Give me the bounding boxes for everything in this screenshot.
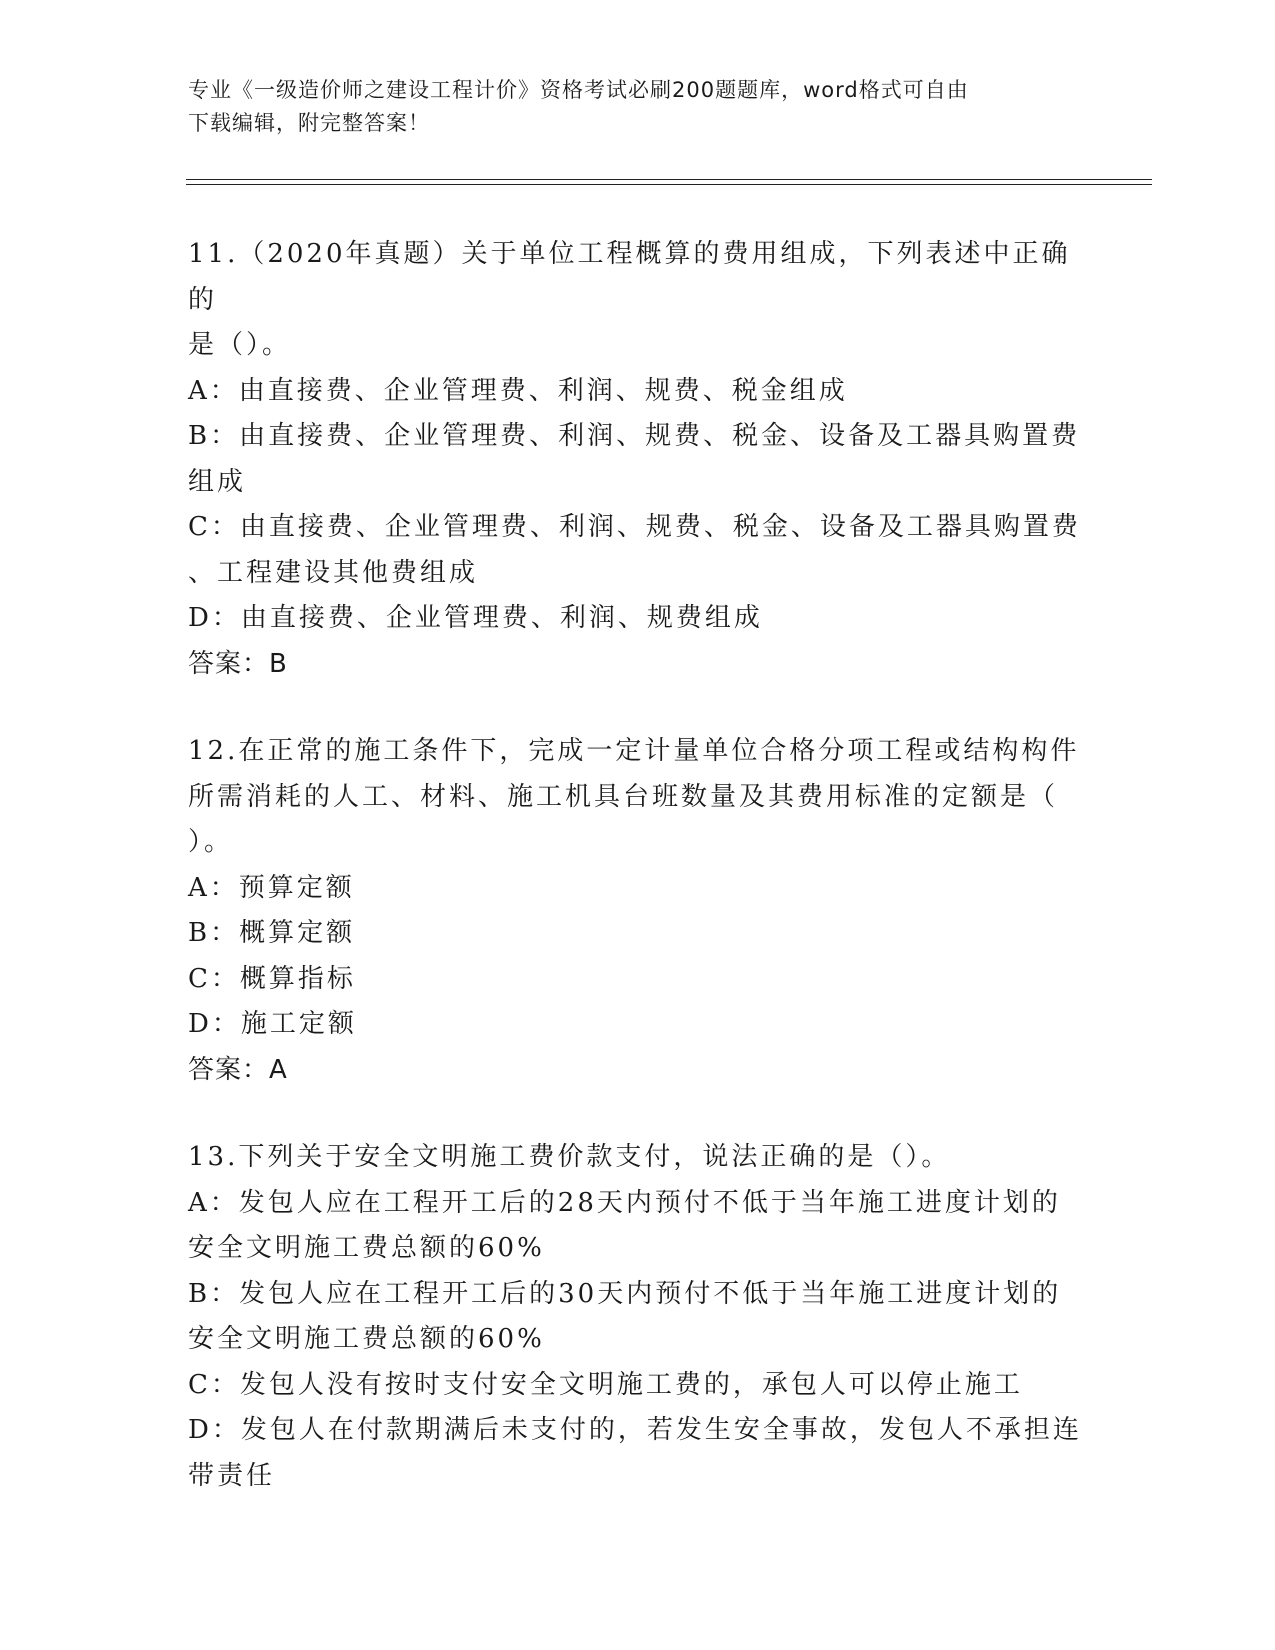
option-b-continued: 安全文明施工费总额的60% [188, 1324, 545, 1354]
question-text: 11.（2020年真题）关于单位工程概算的费用组成，下列表述中正确的 [188, 239, 1071, 315]
option-d: D：施工定额 [188, 1009, 357, 1039]
question-text: 13.下列关于安全文明施工费价款支付，说法正确的是（）。 [188, 1142, 951, 1172]
option-a: A：预算定额 [188, 872, 355, 903]
option-c: C：由直接费、企业管理费、利润、规费、税金、设备及工器具购置费 [188, 512, 1081, 542]
header-line-1: 专业《一级造价师之建设工程计价》资格考试必刷200题题库，word格式可自由 [188, 78, 969, 102]
option-a: A：发包人应在工程开工后的28天内预付不低于当年施工进度计划的 [188, 1187, 1061, 1218]
option-a: A：由直接费、企业管理费、利润、规费、税金组成 [188, 375, 848, 406]
option-d-continued: 带责任 [188, 1460, 276, 1491]
header-divider-bottom [186, 184, 1152, 185]
option-b-continued: 组成 [188, 466, 247, 497]
option-b: B：概算定额 [188, 918, 356, 948]
question-12 [188, 729, 1088, 1093]
answer: 答案：B [188, 648, 288, 679]
question-list [188, 232, 1088, 1541]
question-text: ）。 [188, 827, 234, 857]
header-divider-top [186, 179, 1152, 180]
option-d: D：发包人在付款期满后未支付的，若发生安全事故，发包人不承担连 [188, 1415, 1082, 1445]
option-c: C：发包人没有按时支付安全文明施工费的，承包人可以停止施工 [188, 1369, 1023, 1400]
option-d: D：由直接费、企业管理费、利润、规费组成 [188, 603, 763, 633]
question-text: 所需消耗的人工、材料、施工机具台班数量及其费用标准的定额是（ [188, 781, 1059, 812]
question-11 [188, 232, 1088, 687]
option-b: B：由直接费、企业管理费、利润、规费、税金、设备及工器具购置费 [188, 421, 1081, 451]
question-text: 是（）。 [188, 330, 292, 360]
answer: 答案：A [188, 1054, 288, 1085]
document-header [188, 74, 1068, 140]
option-c-continued: 、工程建设其他费组成 [188, 557, 479, 588]
option-c: C：概算指标 [188, 963, 356, 994]
question-text: 12.在正常的施工条件下，完成一定计量单位合格分项工程或结构构件 [188, 736, 1080, 766]
option-a-continued: 安全文明施工费总额的60% [188, 1233, 545, 1263]
question-13 [188, 1135, 1088, 1499]
option-b: B：发包人应在工程开工后的30天内预付不低于当年施工进度计划的 [188, 1278, 1062, 1309]
header-line-2: 下载编辑，附完整答案！ [188, 111, 430, 135]
